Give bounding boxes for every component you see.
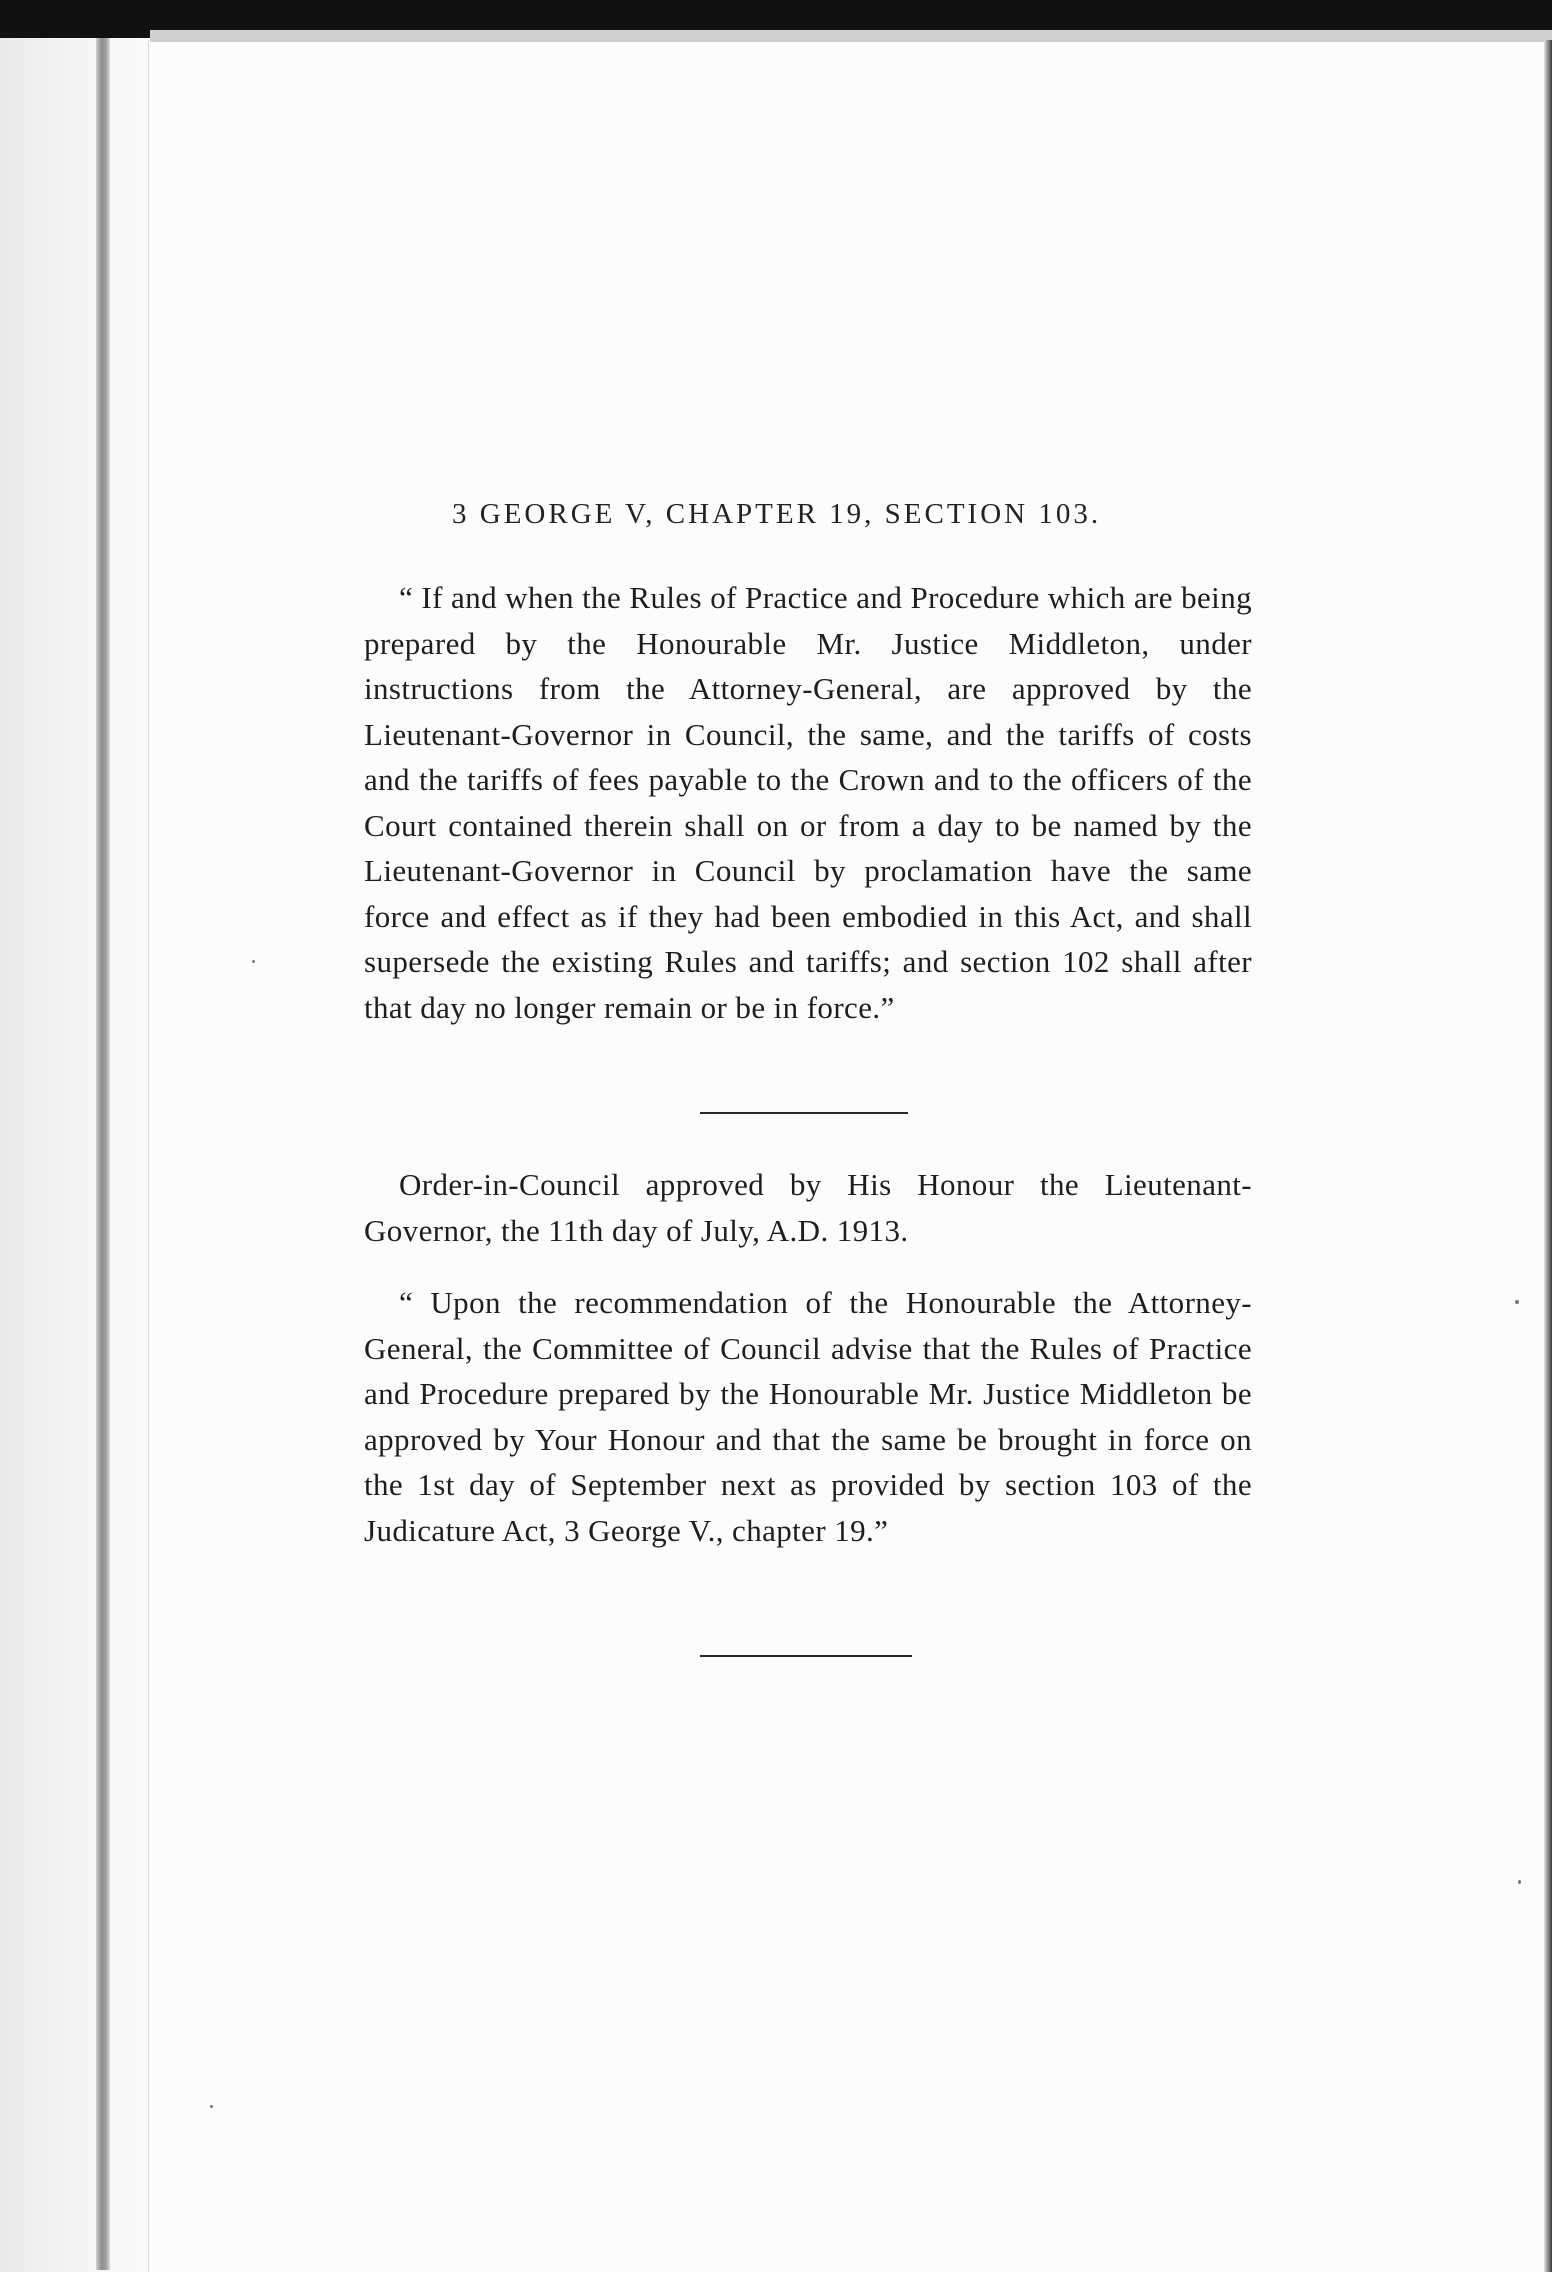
- scan-right-edge: [1544, 40, 1552, 2272]
- section-divider-rule: [700, 1112, 908, 1114]
- section-103-quote: “ If and when the Rules of Practice and Procedure which are being prepared by the Honourable Mr. Justice Middleton, under instructions from the Attorney-General, are approved by the Lieutenant-Governor in Council, the same, and the tariffs of costs and the tariffs of fees payable to the Crown and to the officers of the Court contained therein shall on or from a day to be named by the Lieutenant-Governor in Council by proclamation have the same force and effect as if they had been embodied in this Act, and shall supersede the existing Rules and tariffs; and section 102 shall after that day no longer remain or be in force.”: [364, 580, 1252, 1025]
- recommendation-quote: “ Upon the recommendation of the Honourable the Attorney-General, the Committee of Council advise that the Rules of Practice and Procedure prepared by the Honourable Mr. Justice Middleton be approved by Your Honour and that the same be brought in force on the 1st day of September next as provided by section 103 of the Judicature Act, 3 George V., chapter 19.”: [364, 1285, 1252, 1548]
- scan-speck: [210, 2105, 213, 2108]
- scan-speck: [1515, 1300, 1519, 1304]
- binding-shadow: [96, 20, 110, 2270]
- scan-speck: [252, 960, 255, 963]
- section-heading: 3 GEORGE V, CHAPTER 19, SECTION 103.: [452, 498, 1102, 530]
- page-sheet: [148, 40, 1543, 2272]
- page-top-border: [150, 30, 1552, 42]
- scan-speck: [1518, 1880, 1521, 1884]
- order-in-council-paragraph: Order-in-Council approved by His Honour the Lieutenant-Governor, the 11th day of July, A.D. 1913.: [364, 1167, 1252, 1248]
- closing-divider-rule: [700, 1655, 912, 1657]
- facing-page-gutter: [0, 0, 150, 2272]
